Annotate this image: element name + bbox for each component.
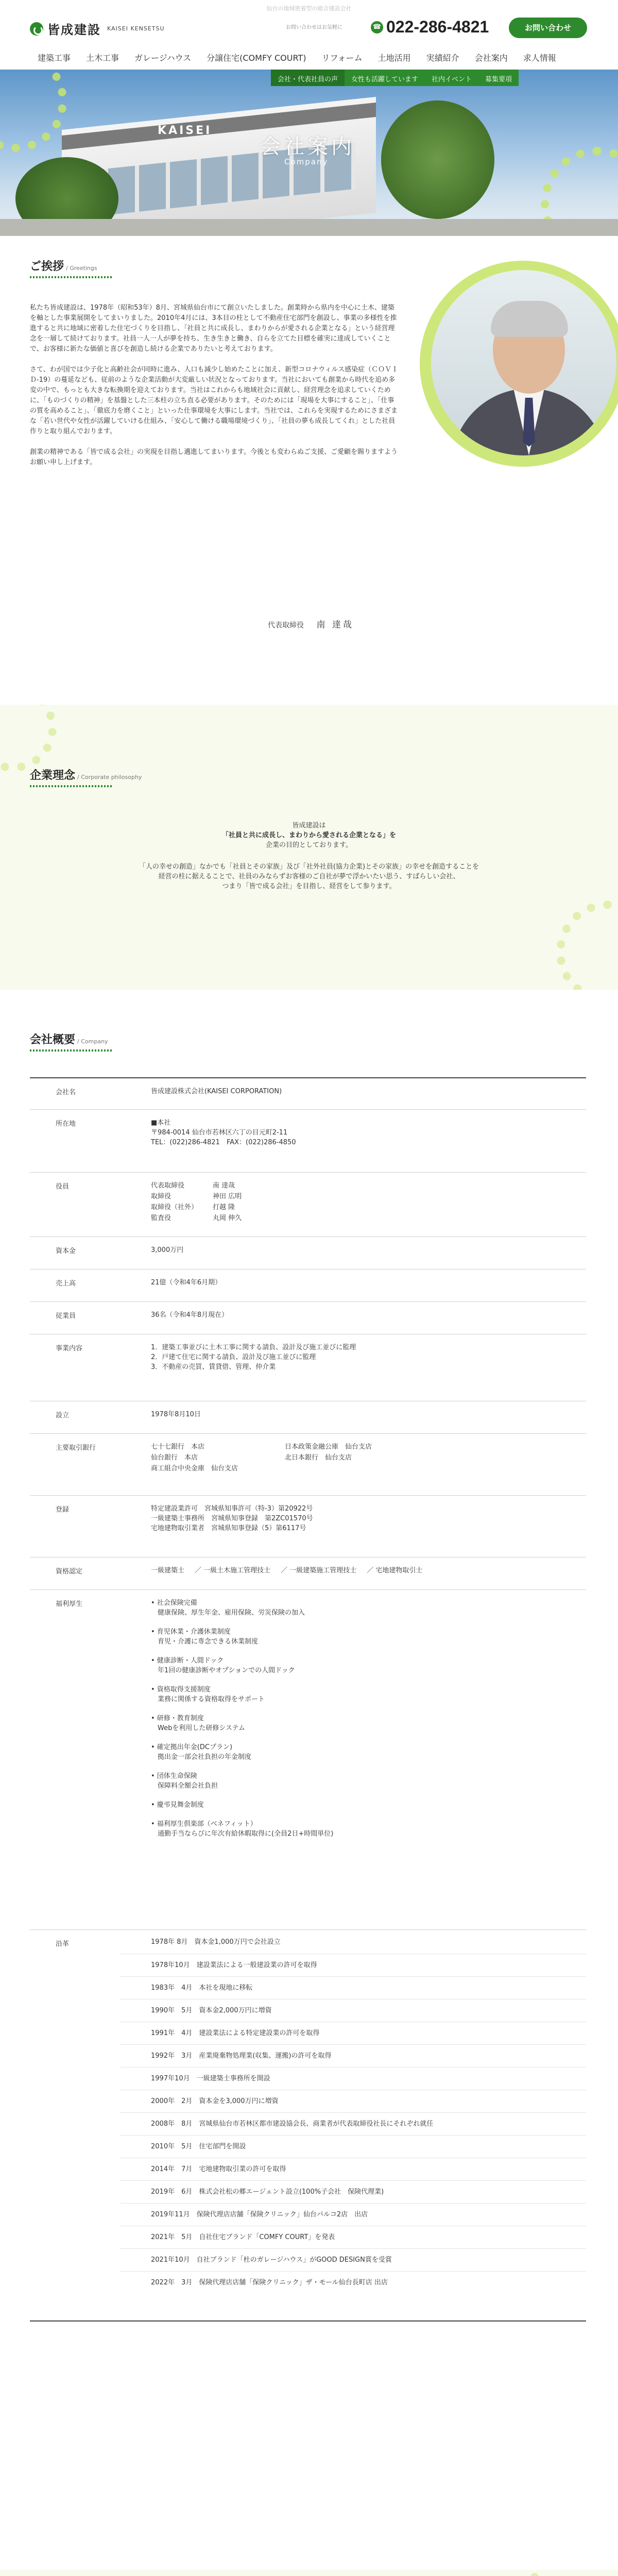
phone-icon: ☎	[371, 21, 383, 33]
history-item: 1991年 4月 建設業法による特定建設業の許可を取得	[120, 2022, 586, 2044]
row-label: 売上高	[56, 1280, 76, 1287]
welfare-item: 業務に関係する資格取得をサポート	[151, 1696, 265, 1703]
row-label: 福利厚生	[56, 1600, 83, 1608]
gnav-item[interactable]: リフォーム	[321, 53, 363, 63]
license-item: 一級建築士	[151, 1567, 185, 1574]
company-name: 皆成建設株式会社(KAISEI CORPORATION)	[151, 1088, 282, 1095]
signer-title: 代表取締役	[268, 621, 304, 630]
banks-cell	[120, 1434, 586, 1495]
bank-name: 七十七銀行 本店	[151, 1443, 205, 1451]
history-item: 2010年 5月 住宅部門を開設	[120, 2135, 586, 2158]
row-label: 登録	[56, 1506, 70, 1514]
welfare-item: 健康保険、厚生年金、雇用保険、労災保険の加入	[151, 1609, 305, 1617]
overview-title-en: / Company	[77, 1038, 108, 1045]
row-label: 従業員	[56, 1312, 76, 1320]
greeting-paragraph: さて、わが国では少子化と高齢社会が同時に進み、人口も減少し始めたことに加え、新型コロナウィルス感染症（ＣＯＶＩＤ-19）の蔓延なども、従前のような企業活動が大変厳しい状況となっております。当社においても創業から時代を追め多変の中で、もっとも大きな転換期を迎えております。当社はこれからも地域社会に貢献し、経営理念を追求していくために、「ものづくりの精神」を基盤とした三本柱の立ち直る必要があります。そのためには「現場を大事にすること」、「仕事の質を高めること」、「徹底力を磨くこと」といった仕事環境を大事にします。当社では、これらを実現するためにさまざまな「若い世代や女性が活躍していける仕組み、「安心して働ける職場環境づくり」、「社員の夢も成長してくれ」とした社員作りと取り組んでおります。	[30, 366, 399, 435]
officer-name: 神田 広明	[213, 1193, 242, 1200]
history-item: 1983年 4月 本社を現地に移転	[120, 1976, 586, 1999]
gear-decoration-icon	[0, 705, 57, 772]
table-row	[30, 1173, 586, 1237]
phone-link[interactable]	[371, 18, 489, 37]
header	[0, 14, 618, 45]
contact-button[interactable]: お問い合わせ	[509, 18, 587, 38]
history-item: 2019年11月 保険代理店店舗「保険クリニック」仙台パルコ2店 出店	[120, 2203, 586, 2226]
business-item: 2．戸建て住宅に関する請負、設計及び施工並びに監理	[151, 1353, 316, 1361]
table-row	[30, 1590, 586, 1930]
history-item: 2014年 7月 宅地建物取引業の許可を取得	[120, 2158, 586, 2180]
gnav-item[interactable]: 分譲住宅(COMFY COURT)	[207, 53, 306, 63]
greeting-title-en: / Greetings	[66, 265, 97, 272]
sub-nav	[271, 70, 519, 86]
address-label: ■本社	[151, 1119, 171, 1127]
row-label: 会社名	[56, 1089, 76, 1096]
overview-table	[30, 1077, 586, 2321]
gnav-item[interactable]: 土地活用	[377, 53, 411, 63]
heading-underline	[30, 785, 112, 787]
logo-sub: KAISEI KENSETSU	[107, 25, 165, 32]
row-label: 主要取引銀行	[56, 1444, 96, 1452]
gear-decoration-icon	[556, 901, 618, 990]
business-item: 1．建築工事並びに土木工事に関する請負、設計及び施工並びに監理	[151, 1344, 356, 1351]
officer-name: 南 達哉	[213, 1182, 235, 1190]
history-item: 2008年 8月 宮城県仙台市若林区都市建設協会長、商業者が代表取締役社長にそれぞれ就任	[120, 2112, 586, 2135]
president-portrait	[420, 261, 618, 467]
registrations-cell	[120, 1496, 586, 1557]
creed-section	[0, 2570, 618, 2576]
history-item: 2019年 6月 株式会社松の郷エージェント設立(100%子会社 保険代理業)	[120, 2180, 586, 2203]
row-label: 設立	[56, 1412, 70, 1419]
page-banner	[0, 70, 618, 236]
gnav-item[interactable]: ガレージハウス	[134, 53, 192, 63]
officer-role: 代表取締役	[151, 1182, 185, 1190]
welfare-item: 育児・介護に専念できる休業制度	[151, 1638, 259, 1646]
subnav-item[interactable]: 会社・代表社員の声	[271, 70, 345, 86]
logo-mark-icon	[30, 22, 43, 36]
officer-role: 取締役	[151, 1193, 171, 1200]
subnav-item[interactable]: 募集要項	[485, 76, 512, 83]
welfare-item: • 育児休業・介護休業制度	[151, 1628, 231, 1636]
business-cell	[120, 1334, 586, 1401]
table-row	[30, 1237, 586, 1269]
table-row	[30, 1496, 586, 1557]
table-row	[30, 1077, 586, 1110]
overview-title: 会社概要	[30, 1033, 76, 1046]
building-sign: KAISEI	[158, 124, 212, 137]
philosophy-line: 企業の目的としております。	[266, 841, 352, 849]
history-item: 2000年 2月 資本金を3,000万円に増資	[120, 2090, 586, 2112]
row-label: 事業内容	[56, 1345, 83, 1352]
sales-value: 21億（令和4年6月期）	[151, 1279, 222, 1286]
welfare-item: • 資格取得支援制度	[151, 1686, 211, 1693]
page-title-en: Company	[284, 157, 329, 166]
business-item: 3．不動産の売買、賃貸借、管理、仲介業	[151, 1363, 276, 1371]
officer-name: 打越 隆	[213, 1204, 235, 1211]
welfare-item: 通勤手当ならびに年次有給休暇取得に(全員2日+時間単位)	[151, 1830, 334, 1838]
subnav-item[interactable]: 女性も活躍しています	[351, 76, 419, 83]
history-item: 1990年 5月 資本金2,000万円に増資	[120, 1999, 586, 2022]
history-item: 1992年 3月 産業廃棄物処理業(収集、運搬)の許可を取得	[120, 2044, 586, 2067]
welfare-item: 年1回の健康診断やオプションでの人間ドック	[151, 1667, 295, 1674]
capital-value: 3,000万円	[151, 1246, 184, 1254]
welfare-item: • 福利厚生倶楽部（ベネフィット）	[151, 1820, 257, 1828]
greeting-section	[0, 236, 618, 705]
gear-decoration-icon	[0, 70, 67, 152]
row-label: 資格認定	[56, 1568, 83, 1575]
philosophy-line: 経営の柱に据えることで、社員のみならずお客様のご自社が夢で浮かいたい思う、すばらしい会社、	[158, 873, 460, 880]
signer-name: 南 達哉	[316, 620, 354, 630]
overview-heading	[30, 1031, 112, 1052]
philosophy-title-en: / Corporate philosophy	[77, 774, 142, 781]
bank-name: 商工組合中央金庫 仙台支店	[151, 1465, 238, 1472]
welfare-item: • 団体生命保険	[151, 1772, 197, 1780]
bank-name: 日本政策金融公庫 仙台支店	[285, 1443, 372, 1451]
registration-item: 一級建築士事務所 宮城県知事登録 第2ZC01570号	[151, 1515, 313, 1522]
registration-item: 宅地建物取引業者 宮城県知事登録（5）第6117号	[151, 1524, 306, 1532]
welfare-item: Webを利用した研修システム	[151, 1724, 246, 1732]
tree-image	[381, 100, 494, 219]
heading-underline	[30, 276, 112, 278]
logo[interactable]	[30, 20, 165, 38]
gnav-item[interactable]: 会社案内	[474, 53, 508, 63]
welfare-cell	[120, 1590, 586, 1929]
history-item: 1978年10月 建設業法による一般建設業の許可を取得	[120, 1954, 586, 1976]
signer	[268, 617, 354, 630]
welfare-item: 保障料全額会社負担	[151, 1782, 218, 1790]
bank-name: 北日本銀行 仙台支店	[285, 1454, 352, 1462]
employees-value: 36名（令和4年8月現在）	[151, 1311, 229, 1319]
founded-value: 1978年8月10日	[151, 1411, 201, 1418]
global-nav	[0, 45, 618, 70]
table-row	[30, 1269, 586, 1302]
philosophy-section	[0, 705, 618, 990]
licenses-cell	[120, 1557, 586, 1589]
company-overview-section	[0, 990, 618, 2570]
greeting-paragraph: 創業の精神である「皆で成る会社」の実現を目指し邁進してまいります。今後とも変わらぬご支援、ご愛顧を賜りますようお願い申し上げます。	[30, 448, 398, 466]
history-item: 2021年10月 自社ブランド「杜のガレージハウス」がGOOD DESIGN賞を受賞	[120, 2248, 586, 2271]
top-note: 仙台の地域密着型の総合建設会社	[266, 5, 352, 12]
table-row	[30, 1557, 586, 1590]
officer-role: 取締役（社外）	[151, 1204, 198, 1211]
table-row	[30, 1930, 586, 2321]
logo-text: 皆成建設	[47, 22, 101, 37]
row-label: 役員	[56, 1183, 70, 1191]
history-item: 1978年 8月 資本金1,000万円で会社設立	[151, 1938, 281, 1946]
header-subtext: お問い合わせはお気軽に	[286, 25, 342, 30]
row-label: 所在地	[56, 1120, 76, 1128]
welfare-item: • 研修・教育制度	[151, 1715, 204, 1722]
license-item: ／ 一級建築施工管理技士	[281, 1567, 357, 1574]
greeting-body	[30, 303, 401, 478]
officers-cell	[120, 1173, 586, 1236]
philosophy-line: 皆成建設は	[292, 822, 326, 829]
ground-image	[0, 219, 618, 236]
history-item: 2022年 3月 保険代理店店舗「保険クリニック」ザ・モール仙台長町店 出店	[120, 2271, 586, 2294]
row-label: 沿革	[56, 1940, 70, 1948]
gnav-item[interactable]: 土木工事	[86, 53, 119, 63]
table-row	[30, 1434, 586, 1496]
officer-role: 監査役	[151, 1214, 171, 1222]
table-row	[30, 1401, 586, 1434]
address-cell	[120, 1110, 586, 1172]
bank-name: 仙台銀行 本店	[151, 1454, 198, 1462]
bank-name	[285, 1464, 439, 1473]
address-zip: 〒984-0014 仙台市若林区六丁の目元町2-11	[151, 1129, 288, 1137]
philosophy-line: つまり「皆で成る会社」を目指し、経営をして参ります。	[222, 883, 396, 890]
gnav-item[interactable]: 建築工事	[38, 53, 71, 63]
greeting-paragraph: 私たち皆成建設は、1978年（昭和53年）8月、宮城県仙台市にて創立いたしました。創業時から県内を中心に土木、建築を軸とした事業展開をしてまいりました。2010年4月には、3本目の柱として不動産住宅部門を創設し、事業の多様性を推進すると共に地域に密着した住宅づくりを目指し、「社員と共に成長し、まわりからが愛される企業となる」という経営理念を一層して続けております。社員一人一人が夢を持ち、生き生きと働き、自らを立てた目標を確実に達成していくことで、お客様に新たな価値と喜びを創造し続ける企業でありたいと考えております。	[30, 304, 397, 353]
phone-number: 022-286-4821	[386, 18, 489, 36]
welfare-item: • 社会保険完備	[151, 1599, 197, 1607]
page-title: 会社案内	[260, 135, 355, 159]
greeting-title: ご挨拶	[30, 260, 64, 273]
address-tel: TEL：(022)286-4821 FAX：(022)286-4850	[151, 1139, 296, 1146]
registration-item: 特定建設業許可 宮城県知事許可（特-3）第20922号	[151, 1505, 313, 1513]
history-item: 2021年 5月 自社住宅ブランド「COMFY COURT」を発表	[120, 2226, 586, 2248]
table-row	[30, 1110, 586, 1173]
heading-underline	[30, 1049, 112, 1052]
philosophy-title: 企業理念	[30, 769, 76, 782]
subnav-item[interactable]: 社内イベント	[432, 76, 472, 83]
table-row	[30, 1302, 586, 1334]
history-item: 1997年10月 一級建築士事務所を開設	[120, 2067, 586, 2090]
greeting-heading	[30, 258, 112, 278]
philosophy-line: 「社員と共に成長し、まわりから愛される企業となる」を	[221, 832, 396, 839]
welfare-item: 拠出金一部会社負担の年金制度	[151, 1753, 252, 1761]
gear-decoration-icon	[525, 2570, 618, 2576]
license-item: ／ 宅地建物取引士	[367, 1567, 423, 1574]
gnav-item[interactable]: 求人情報	[523, 53, 556, 63]
philosophy-line: 「人の幸せの創造」なかでも「社員とその家族」及び「社外社員(協力企業)とその家族」の幸せを創造することを	[139, 863, 479, 871]
welfare-item: • 慶弔見舞金制度	[151, 1801, 204, 1809]
officer-name: 丸岡 伸久	[213, 1214, 242, 1222]
welfare-item: • 健康診断・人間ドック	[151, 1657, 224, 1665]
table-row	[30, 1334, 586, 1401]
license-item: ／ 一級土木施工管理技士	[195, 1567, 271, 1574]
row-label: 資本金	[56, 1247, 76, 1255]
philosophy-heading	[30, 767, 142, 787]
gnav-item[interactable]: 実績紹介	[426, 53, 459, 63]
history-cell	[120, 1930, 586, 2320]
welfare-item: • 確定拠出年金(DCプラン)	[151, 1743, 233, 1751]
